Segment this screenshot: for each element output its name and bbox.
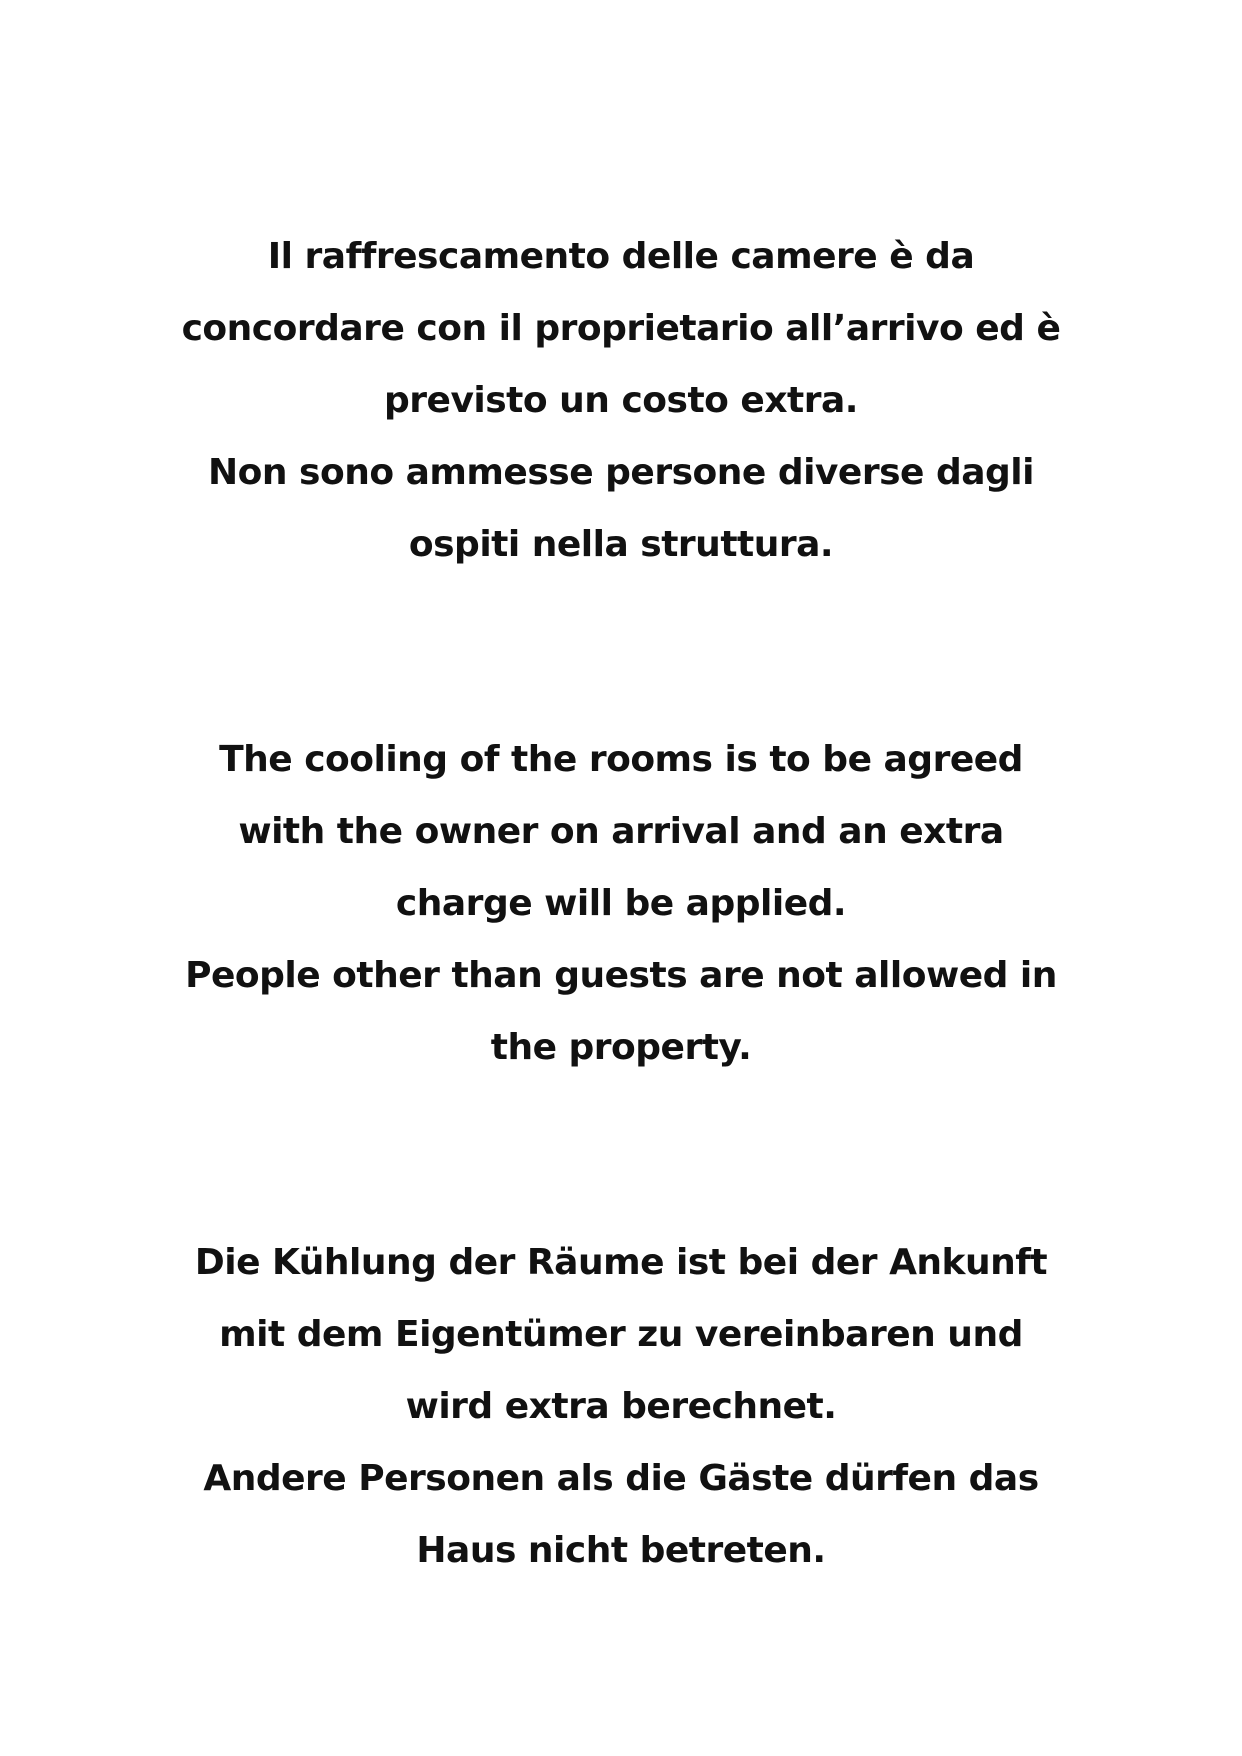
notice-line: The cooling of the rooms is to be agreed [219, 739, 1023, 780]
notice-line: the property. [490, 1027, 752, 1068]
notice-line: People other than guests are not allowed in [185, 955, 1057, 996]
notice-line: Il raffrescamento delle camere è da [267, 236, 975, 277]
notice-italian [0, 221, 1242, 581]
notice-line: mit dem Eigentümer zu vereinbaren und [219, 1314, 1023, 1355]
notice-line: Die Kühlung der Räume ist bei der Ankunft [194, 1242, 1048, 1283]
notice-line: with the owner on arrival and an extra [238, 811, 1004, 852]
notice-line: Haus nicht betreten. [416, 1530, 826, 1571]
notice-line: Andere Personen als die Gäste dürfen das [203, 1458, 1039, 1499]
notice-line: Non sono ammesse persone diverse dagli [208, 452, 1034, 493]
notice-line: ospiti nella struttura. [408, 524, 834, 565]
notice-line: wird extra berechnet. [405, 1386, 837, 1427]
notice-english [0, 724, 1242, 1084]
notice-line: previsto un costo extra. [384, 380, 858, 421]
notice-line: concordare con il proprietario all’arrivo ed è [181, 308, 1061, 349]
notice-line: charge will be applied. [395, 883, 847, 924]
notice-german [0, 1227, 1242, 1587]
